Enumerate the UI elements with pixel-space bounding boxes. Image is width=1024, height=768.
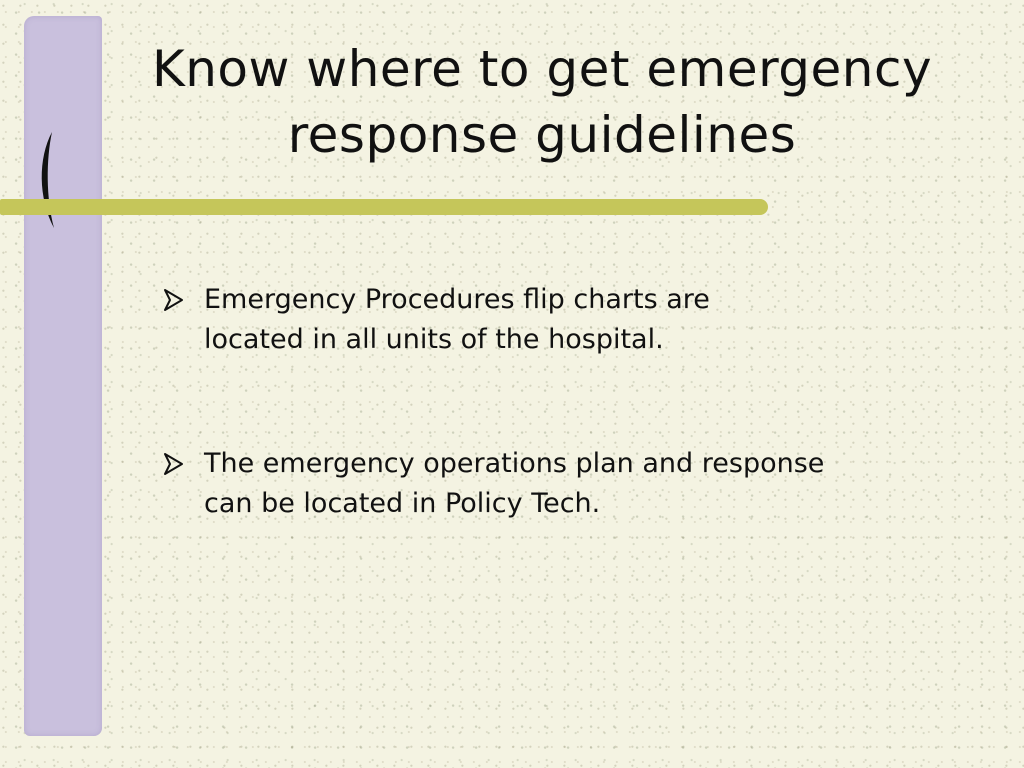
title-line-1: Know where to get emergency <box>151 40 933 98</box>
bullet-item-flip-charts <box>160 280 960 360</box>
bracket-accent-icon <box>34 128 58 232</box>
decorative-horizontal-bar <box>0 199 768 215</box>
arrow-bullet-icon <box>162 448 188 480</box>
bullet-item-operations-plan <box>160 444 960 524</box>
bullet-1-line-2: located in all units of the hospital. <box>204 324 664 355</box>
decorative-vertical-bar <box>24 16 102 736</box>
bullet-1-line-1: Emergency Procedures flip charts are <box>204 284 710 315</box>
bullet-2-line-2: can be located in Policy Tech. <box>204 488 601 519</box>
bullet-2-line-1: The emergency operations plan and response <box>204 448 825 479</box>
arrow-bullet-icon <box>162 284 188 316</box>
bullet-list <box>160 280 960 524</box>
slide-title <box>112 36 972 168</box>
title-line-2: response guidelines <box>287 106 797 164</box>
